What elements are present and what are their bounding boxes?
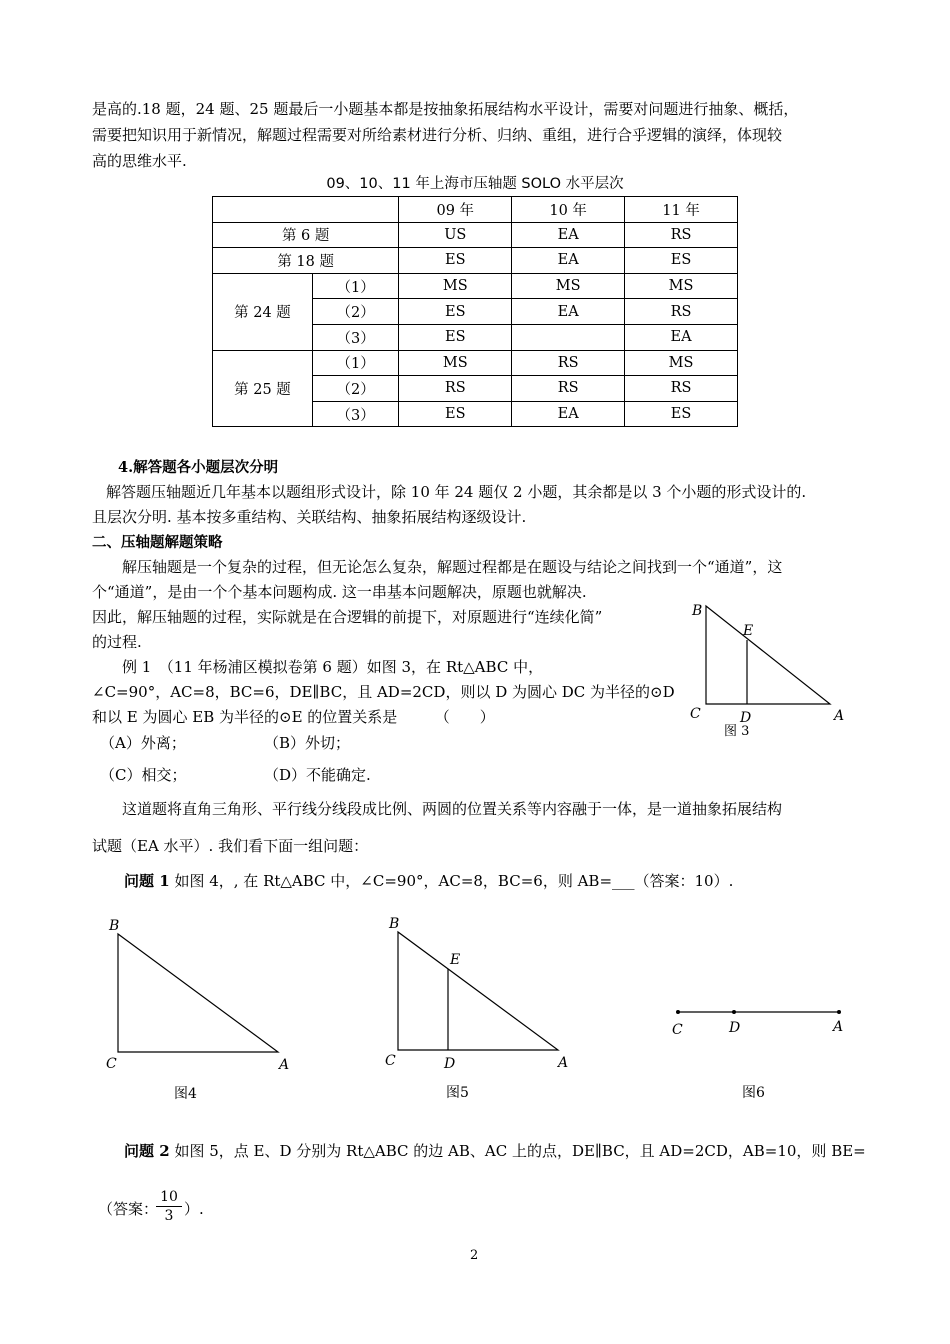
header-cell: 10 年: [512, 197, 625, 223]
row-label: 第 25 题: [213, 350, 313, 427]
fig6-label-d: D: [729, 1020, 741, 1036]
table-cell: ES: [399, 248, 512, 274]
fig4-label-a: A: [279, 1057, 290, 1073]
analysis-line-2: 试题（EA 水平）. 我们看下面一组问题：: [92, 837, 369, 855]
fig5-label-b: B: [389, 916, 400, 932]
table-caption: 09、10、11 年上海市压轴题 SOLO 水平层次: [326, 176, 624, 192]
fraction-denominator: 3: [164, 1208, 174, 1224]
row-label: 第 6 题: [213, 222, 399, 248]
fig3-caption: 图 3: [724, 724, 750, 739]
fig3-label-a: A: [834, 708, 845, 724]
example1-line-1: 例 1 （11 年杨浦区模拟卷第 6 题）如图 3，在 Rt△ABC 中，: [122, 658, 544, 676]
fig5-label-a: A: [558, 1055, 569, 1071]
table-cell: MS: [512, 273, 625, 299]
fig4-label-c: C: [106, 1056, 117, 1072]
option-a: （A）外离；: [100, 734, 186, 752]
table-cell: ES: [399, 299, 512, 325]
table-cell: RS: [512, 376, 625, 402]
table-header-row: [213, 197, 738, 223]
table-cell: EA: [512, 299, 625, 325]
table-row: [213, 273, 738, 299]
fig4-label-b: B: [109, 918, 120, 934]
table-cell: MS: [399, 273, 512, 299]
table-cell: [512, 324, 625, 350]
row-label: 第 18 题: [213, 248, 399, 274]
fig5-label-d: D: [444, 1056, 456, 1072]
fig3-label-c: C: [690, 706, 701, 722]
table-cell: EA: [512, 401, 625, 427]
fig3-label-b: B: [692, 603, 703, 619]
table-cell: EA: [625, 324, 738, 350]
fig6-label-a: A: [833, 1019, 844, 1035]
section2-line-3: 因此，解压轴题的过程，实际就是在合逻辑的前提下，对原题进行“连续化简”: [92, 608, 603, 626]
table-cell: RS: [512, 350, 625, 376]
problem2-label: 问题 2: [124, 1142, 170, 1160]
table-row: [213, 222, 738, 248]
example1-line-3: 和以 E 为圆心 EB 为半径的⊙E 的位置关系是 （ ）: [92, 708, 495, 726]
fig3-label-d: D: [740, 710, 752, 726]
analysis-line-1: 这道题将直角三角形、平行线分线段成比例、两圆的位置关系等内容融于一体，是一道抽象拓展结构: [122, 800, 783, 818]
intro-line-3: 高的思维水平.: [92, 152, 187, 170]
header-cell: 11 年: [625, 197, 738, 223]
section2-line-2: 个“通道”，是由一个个基本问题构成. 这一串基本问题解决，原题也就解决.: [92, 583, 587, 601]
fig5-caption: 图5: [446, 1085, 469, 1101]
fraction-numerator: 10: [156, 1188, 182, 1207]
table-corner-cell: [213, 197, 399, 223]
table-cell: ES: [399, 324, 512, 350]
option-c: （C）相交；: [100, 766, 187, 784]
table-row: [213, 350, 738, 376]
figure-6: [666, 996, 856, 1102]
table-cell: ES: [625, 248, 738, 274]
sub-label: （1）: [312, 350, 398, 376]
option-b: （B）外切；: [264, 734, 351, 752]
table-cell: MS: [625, 350, 738, 376]
table-cell: ES: [399, 401, 512, 427]
sub-label: （2）: [312, 376, 398, 402]
table-cell: EA: [512, 222, 625, 248]
example1-line-2: ∠C=90°，AC=8，BC=6，DE∥BC，且 AD=2CD，则以 D 为圆心 DC 为半径的⊙D: [92, 683, 675, 701]
table-cell: RS: [625, 376, 738, 402]
option-d: （D）不能确定.: [264, 766, 371, 784]
problem2-answer-suffix: ）.: [184, 1200, 204, 1218]
answer-fraction: [156, 1188, 182, 1225]
table-cell: RS: [625, 299, 738, 325]
table-cell: EA: [512, 248, 625, 274]
table-cell: RS: [625, 222, 738, 248]
section4-line-1: 解答题压轴题近几年基本以题组形式设计，除 10 年 24 题仅 2 小题，其余都是以 3 个小题的形式设计的.: [106, 483, 807, 501]
sub-label: （3）: [312, 401, 398, 427]
section2-heading: 二、压轴题解题策略: [92, 534, 223, 551]
intro-line-2: 需要把知识用于新情况，解题过程需要对所给素材进行分析、归纳、重组，进行合乎逻辑的演绎，体现较: [92, 126, 783, 144]
section4-heading: 4.解答题各小题层次分明: [118, 459, 279, 476]
row-label: 第 24 题: [213, 273, 313, 350]
problem1: [124, 870, 733, 891]
problem2-answer-prefix: （答案：: [98, 1200, 159, 1218]
figure-4: [100, 912, 300, 1102]
table-cell: MS: [625, 273, 738, 299]
intro-line-1: 是高的.18 题，24 题、25 题最后一小题基本都是按抽象拓展结构水平设计，需要对问题进行抽象、概括，: [92, 100, 799, 118]
problem2-text: 如图 5，点 E、D 分别为 Rt△ABC 的边 AB、AC 上的点，DE∥BC，且 AD=2CD，AB=10，则 BE=: [174, 1142, 866, 1160]
fig6-label-c: C: [672, 1022, 683, 1038]
solo-table: [212, 196, 738, 427]
table-cell: MS: [399, 350, 512, 376]
sub-label: （3）: [312, 324, 398, 350]
figure-5: [380, 910, 580, 1102]
table-cell: RS: [399, 376, 512, 402]
table-row: [213, 248, 738, 274]
section4-line-2: 且层次分明. 基本按多重结构、关联结构、抽象拓展结构逐级设计.: [92, 508, 527, 526]
problem1-text: 如图 4，, 在 Rt△ABC 中，∠C=90°，AC=8，BC=6，则 AB=___（答案：10）.: [174, 872, 734, 890]
figure-3: [686, 598, 856, 742]
fig3-label-e: E: [743, 623, 754, 639]
fig5-label-e: E: [450, 952, 461, 968]
sub-label: （1）: [312, 273, 398, 299]
sub-label: （2）: [312, 299, 398, 325]
problem2: [124, 1140, 866, 1161]
fig5-label-c: C: [385, 1053, 396, 1069]
section2-line-4: 的过程.: [92, 633, 142, 651]
problem1-label: 问题 1: [124, 872, 170, 890]
table-cell: US: [399, 222, 512, 248]
page-number: 2: [470, 1248, 479, 1263]
header-cell: 09 年: [399, 197, 512, 223]
fig4-caption: 图4: [174, 1086, 197, 1102]
table-cell: ES: [625, 401, 738, 427]
section2-line-1: 解压轴题是一个复杂的过程，但无论怎么复杂，解题过程都是在题设与结论之间找到一个“通道”，这: [122, 558, 783, 576]
fig6-caption: 图6: [742, 1085, 765, 1101]
